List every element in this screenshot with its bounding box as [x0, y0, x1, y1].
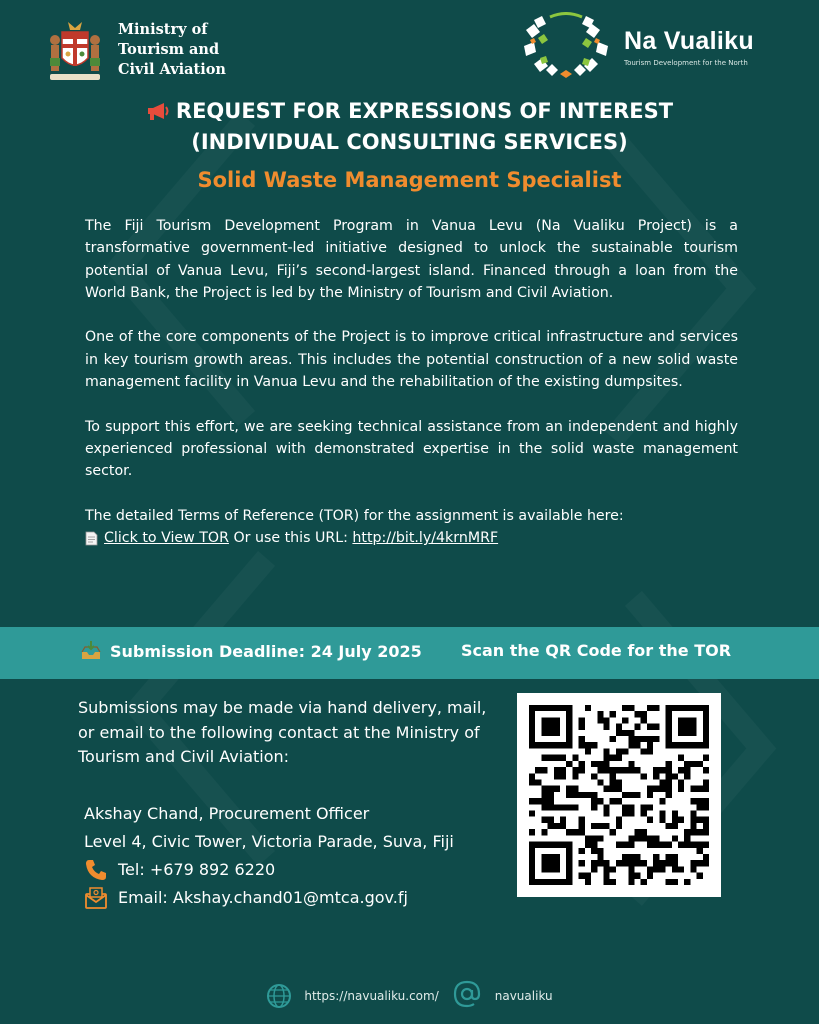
email-icon	[84, 886, 108, 910]
qr-code[interactable]	[517, 693, 721, 897]
tor-or-text: Or use this URL:	[228, 530, 353, 547]
title-line-2: (INDIVIDUAL CONSULTING SERVICES)	[191, 130, 628, 154]
paragraph-1: The Fiji Tourism Development Program in Vanua Levu (Na Vualiku Project) is a transformative government-led initiative designed to unlock the sustainable tourism potential of Vanua Levu, Fiji’s second-largest island. Financed through a loan from the World Bank, the Project is led by the Ministry of Tourism and Civil Aviation.	[85, 218, 738, 301]
deadline-band	[0, 627, 819, 679]
megaphone-icon	[146, 101, 170, 121]
inbox-tray-icon	[80, 641, 102, 661]
at-sign-icon	[453, 980, 481, 1008]
qr-code-pattern	[529, 705, 709, 885]
document-icon	[85, 531, 98, 546]
ministry-line-3: Civil Aviation	[118, 61, 226, 78]
scan-qr-label: Scan the QR Code for the TOR	[461, 641, 732, 660]
contact-address: Level 4, Civic Tower, Victoria Parade, Suva, Fiji	[84, 832, 454, 851]
body-text	[85, 215, 738, 549]
contact-email-row	[84, 884, 454, 912]
footer	[0, 980, 819, 1011]
page-title	[0, 96, 819, 158]
contact-tel[interactable]: Tel: +679 892 6220	[118, 860, 276, 879]
tor-link-line	[85, 527, 738, 549]
paragraph-3: To support this effort, we are seeking technical assistance from an independent and highly experienced professional with demonstrated expertise in the solid waste management sector.	[85, 418, 738, 480]
contact-name: Akshay Chand, Procurement Officer	[84, 804, 370, 823]
ministry-line-2: Tourism and	[118, 41, 220, 58]
brand-tagline: Tourism Development for the North	[624, 59, 748, 67]
position-title: Solid Waste Management Specialist	[197, 168, 622, 192]
title-text-1: REQUEST FOR EXPRESSIONS OF INTEREST	[175, 99, 674, 123]
view-tor-link[interactable]: Click to View TOR	[104, 530, 229, 547]
tor-intro: The detailed Terms of Reference (TOR) for the assignment is available here:	[85, 507, 624, 524]
footer-handle[interactable]: navualiku	[494, 988, 553, 1003]
tor-url-link[interactable]: http://bit.ly/4krnMRF	[352, 530, 499, 547]
navualiku-logo	[520, 12, 754, 82]
navualiku-wordmark	[624, 27, 754, 67]
footer-separator	[453, 980, 481, 1011]
phone-icon	[84, 858, 108, 882]
paragraph-2: One of the core components of the Project is to improve critical infrastructure and services in key tourism growth areas. This includes the potential construction of a new solid waste management facility in Vanua Levu and the rehabilitation of the existing dumpsites.	[85, 329, 738, 391]
footer-website[interactable]: https://navualiku.com/	[304, 988, 439, 1003]
submission-deadline	[80, 641, 422, 661]
deadline-text: Submission Deadline: 24 July 2025	[110, 641, 422, 661]
ministry-header	[46, 18, 228, 82]
brand-title: Na Vualiku	[624, 27, 754, 55]
fiji-coat-of-arms-icon	[46, 18, 104, 82]
globe-icon	[266, 983, 292, 1009]
ministry-name	[118, 20, 228, 80]
navualiku-emblem-icon	[520, 12, 612, 82]
contact-email[interactable]: Email: Akshay.chand01@mtca.gov.fj	[118, 888, 408, 907]
contact-tel-row	[84, 856, 454, 884]
ministry-line-1: Ministry of	[118, 21, 208, 38]
contact-details	[84, 800, 454, 912]
title-line-1	[0, 96, 819, 127]
submissions-text: Submissions may be made via hand delivery, mail, or email to the following contact at the Ministry of Tourism and Civil Aviation:	[78, 698, 487, 766]
